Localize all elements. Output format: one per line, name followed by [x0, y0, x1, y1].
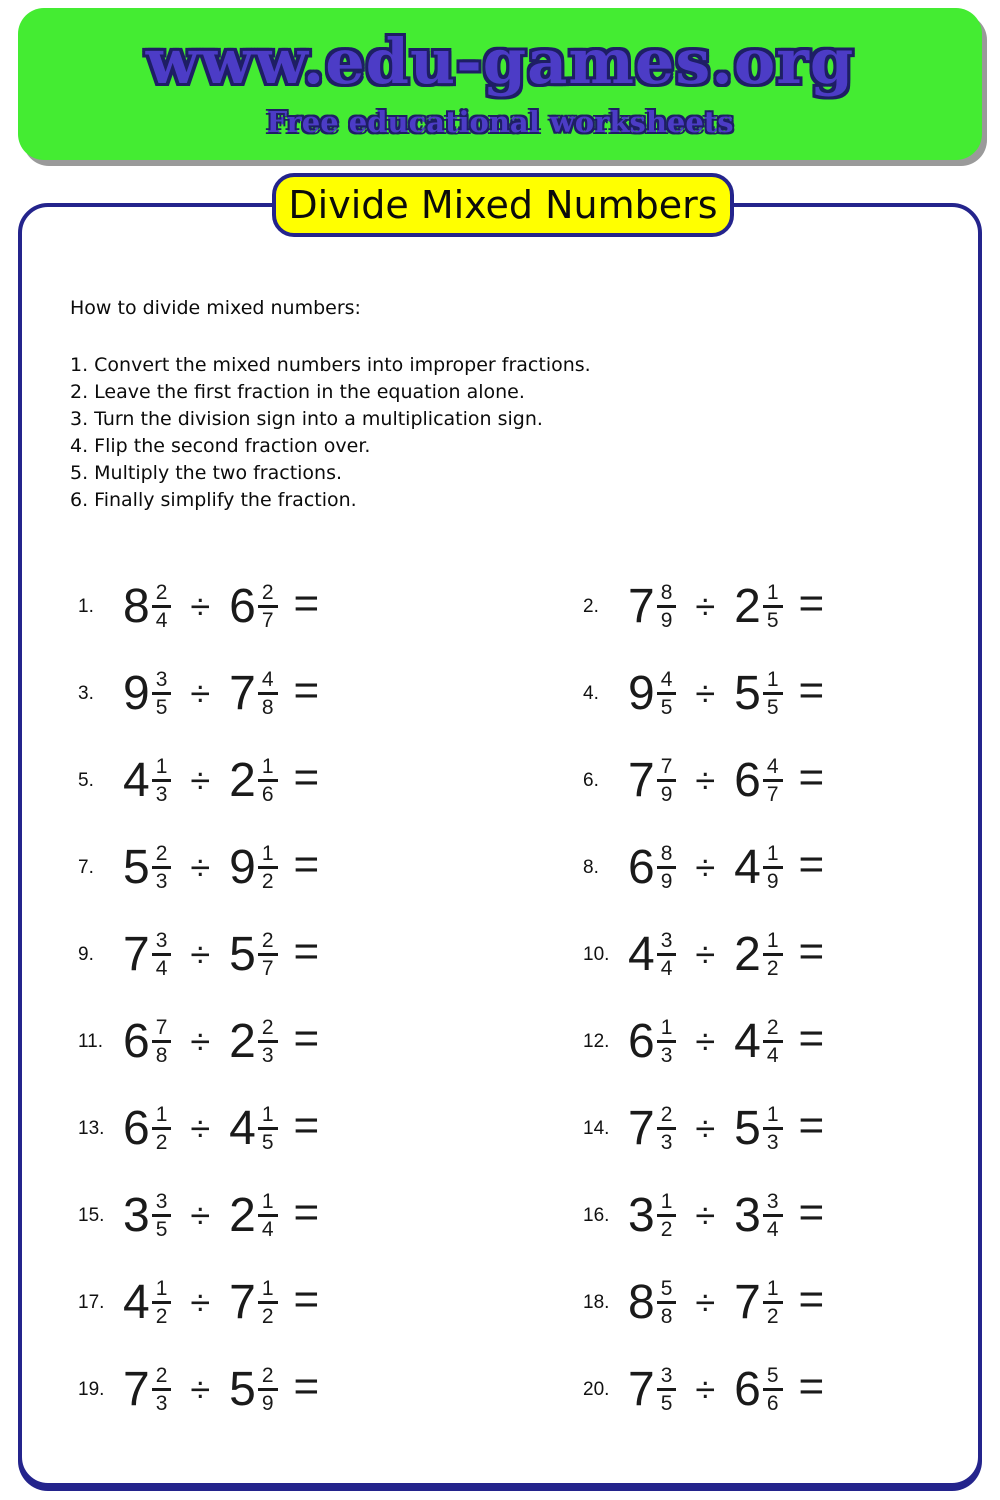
- mixed-number-first: [628, 1188, 676, 1242]
- instruction-step: 1. Convert the mixed numbers into improper fractions.: [70, 354, 591, 376]
- fraction: [763, 1104, 783, 1153]
- division-sign: ÷: [190, 759, 211, 801]
- whole-number: 9: [229, 840, 255, 894]
- problem-number: 7.: [78, 856, 94, 878]
- mixed-number-second: [734, 1188, 782, 1242]
- fraction: [152, 843, 172, 892]
- fraction-numerator: 5: [657, 1278, 677, 1304]
- whole-number: 4: [123, 753, 149, 807]
- equals-sign: =: [798, 1100, 825, 1150]
- whole-number: 4: [734, 840, 760, 894]
- problem-row: [583, 1085, 1000, 1172]
- division-sign: ÷: [695, 1020, 716, 1062]
- whole-number: 5: [229, 927, 255, 981]
- equals-sign: =: [293, 1187, 320, 1237]
- division-sign: ÷: [695, 759, 716, 801]
- fraction-denominator: 9: [660, 870, 673, 893]
- division-sign: ÷: [190, 672, 211, 714]
- mixed-number-second: [229, 1275, 277, 1329]
- fraction-denominator: 2: [766, 1305, 779, 1328]
- problem-number: 20.: [583, 1378, 610, 1400]
- problem-number: 9.: [78, 943, 94, 965]
- instruction-step: 6. Finally simplify the fraction.: [70, 489, 357, 511]
- fraction-denominator: 4: [155, 957, 168, 980]
- fraction: [152, 1191, 172, 1240]
- fraction-denominator: 5: [261, 1131, 274, 1154]
- whole-number: 2: [229, 1014, 255, 1068]
- problem-row: [583, 1172, 1000, 1259]
- fraction-numerator: 3: [763, 1191, 783, 1217]
- mixed-number-second: [229, 1362, 277, 1416]
- fraction: [763, 930, 783, 979]
- equals-sign: =: [293, 1100, 320, 1150]
- fraction-numerator: 7: [657, 756, 677, 782]
- whole-number: 9: [123, 666, 149, 720]
- fraction-denominator: 5: [766, 696, 779, 719]
- equals-sign: =: [293, 578, 320, 628]
- problem-number: 15.: [78, 1204, 105, 1226]
- division-sign: ÷: [190, 933, 211, 975]
- division-sign: ÷: [695, 1107, 716, 1149]
- whole-number: 5: [734, 666, 760, 720]
- fraction: [152, 756, 172, 805]
- fraction-numerator: 1: [657, 1191, 677, 1217]
- division-sign: ÷: [190, 846, 211, 888]
- fraction: [657, 930, 677, 979]
- mixed-number-second: [734, 927, 782, 981]
- fraction-numerator: 1: [258, 1278, 278, 1304]
- fraction-numerator: 2: [258, 582, 278, 608]
- fraction: [258, 669, 278, 718]
- mixed-number-first: [628, 753, 676, 807]
- problem-number: 1.: [78, 595, 94, 617]
- instruction-step: 3. Turn the division sign into a multiplication sign.: [70, 408, 543, 430]
- fraction-denominator: 4: [766, 1044, 779, 1067]
- fraction: [152, 1278, 172, 1327]
- fraction-denominator: 8: [261, 696, 274, 719]
- problem-number: 3.: [78, 682, 94, 704]
- fraction: [657, 1104, 677, 1153]
- whole-number: 6: [123, 1014, 149, 1068]
- fraction-denominator: 5: [766, 609, 779, 632]
- fraction-denominator: 2: [660, 1218, 673, 1241]
- fraction: [258, 1365, 278, 1414]
- mixed-number-first: [123, 1362, 171, 1416]
- fraction: [258, 843, 278, 892]
- mixed-number-second: [229, 1101, 277, 1155]
- whole-number: 4: [628, 927, 654, 981]
- problem-number: 2.: [583, 595, 599, 617]
- problem-row: [583, 1259, 1000, 1346]
- site-title: www.edu-games.org: [145, 25, 855, 99]
- problem-number: 11.: [78, 1030, 104, 1052]
- whole-number: 7: [628, 1362, 654, 1416]
- fraction-numerator: 3: [152, 930, 172, 956]
- fraction-denominator: 3: [155, 783, 168, 806]
- division-sign: ÷: [190, 585, 211, 627]
- mixed-number-second: [734, 753, 782, 807]
- mixed-number-first: [628, 579, 676, 633]
- fraction-denominator: 5: [660, 1392, 673, 1415]
- division-sign: ÷: [190, 1368, 211, 1410]
- whole-number: 6: [628, 1014, 654, 1068]
- fraction-numerator: 2: [763, 1017, 783, 1043]
- fraction-numerator: 1: [763, 1104, 783, 1130]
- problem-row: [78, 1346, 583, 1433]
- fraction-numerator: 2: [258, 1365, 278, 1391]
- whole-number: 6: [734, 753, 760, 807]
- problem-row: [583, 650, 1000, 737]
- fraction: [152, 1017, 172, 1066]
- fraction-numerator: 1: [657, 1017, 677, 1043]
- fraction-denominator: 9: [660, 783, 673, 806]
- mixed-number-first: [628, 666, 676, 720]
- fraction-numerator: 7: [152, 1017, 172, 1043]
- whole-number: 2: [229, 1188, 255, 1242]
- problem-row: [583, 911, 1000, 998]
- mixed-number-second: [229, 753, 277, 807]
- fraction: [258, 1104, 278, 1153]
- instruction-step: 2. Leave the first fraction in the equation alone.: [70, 381, 525, 403]
- fraction-denominator: 7: [261, 609, 274, 632]
- problem-row: [78, 563, 583, 650]
- fraction-denominator: 4: [261, 1218, 274, 1241]
- division-sign: ÷: [695, 1281, 716, 1323]
- problem-row: [78, 650, 583, 737]
- problem-row: [78, 737, 583, 824]
- equals-sign: =: [293, 665, 320, 715]
- division-sign: ÷: [695, 672, 716, 714]
- mixed-number-first: [123, 666, 171, 720]
- fraction-denominator: 6: [261, 783, 274, 806]
- whole-number: 4: [123, 1275, 149, 1329]
- mixed-number-first: [628, 1101, 676, 1155]
- fraction: [763, 1017, 783, 1066]
- fraction: [258, 1278, 278, 1327]
- mixed-number-first: [628, 1014, 676, 1068]
- fraction: [657, 1017, 677, 1066]
- whole-number: 7: [123, 1362, 149, 1416]
- fraction-denominator: 4: [155, 609, 168, 632]
- fraction: [763, 756, 783, 805]
- mixed-number-second: [734, 579, 782, 633]
- fraction: [152, 1365, 172, 1414]
- fraction: [657, 843, 677, 892]
- fraction-numerator: 8: [657, 582, 677, 608]
- whole-number: 8: [123, 579, 149, 633]
- equals-sign: =: [798, 578, 825, 628]
- problem-row: [78, 824, 583, 911]
- mixed-number-second: [229, 840, 277, 894]
- mixed-number-second: [734, 666, 782, 720]
- whole-number: 8: [628, 1275, 654, 1329]
- fraction: [763, 582, 783, 631]
- division-sign: ÷: [190, 1194, 211, 1236]
- fraction-numerator: 5: [763, 1365, 783, 1391]
- equals-sign: =: [798, 839, 825, 889]
- mixed-number-first: [123, 1014, 171, 1068]
- problem-number: 8.: [583, 856, 599, 878]
- whole-number: 6: [229, 579, 255, 633]
- fraction-denominator: 7: [261, 957, 274, 980]
- fraction-numerator: 1: [763, 843, 783, 869]
- site-tagline: Free educational worksheets: [266, 104, 734, 139]
- fraction-denominator: 9: [766, 870, 779, 893]
- fraction-numerator: 3: [657, 930, 677, 956]
- mixed-number-first: [123, 1275, 171, 1329]
- equals-sign: =: [293, 1013, 320, 1063]
- fraction: [657, 1278, 677, 1327]
- problem-number: 5.: [78, 769, 94, 791]
- fraction-denominator: 4: [660, 957, 673, 980]
- fraction-denominator: 9: [660, 609, 673, 632]
- fraction-denominator: 5: [155, 1218, 168, 1241]
- mixed-number-second: [734, 1101, 782, 1155]
- equals-sign: =: [798, 665, 825, 715]
- equals-sign: =: [293, 752, 320, 802]
- problem-number: 14.: [583, 1117, 610, 1139]
- fraction-numerator: 4: [657, 669, 677, 695]
- whole-number: 2: [734, 927, 760, 981]
- equals-sign: =: [293, 926, 320, 976]
- whole-number: 2: [734, 579, 760, 633]
- fraction-numerator: 3: [152, 1191, 172, 1217]
- fraction: [258, 1017, 278, 1066]
- problem-number: 12.: [583, 1030, 610, 1052]
- mixed-number-first: [628, 1362, 676, 1416]
- fraction: [152, 582, 172, 631]
- whole-number: 7: [734, 1275, 760, 1329]
- fraction-numerator: 1: [152, 1278, 172, 1304]
- problem-number: 4.: [583, 682, 599, 704]
- fraction-denominator: 9: [261, 1392, 274, 1415]
- whole-number: 5: [123, 840, 149, 894]
- problem-row: [583, 1346, 1000, 1433]
- division-sign: ÷: [695, 585, 716, 627]
- problem-number: 19.: [78, 1378, 105, 1400]
- fraction-numerator: 1: [258, 756, 278, 782]
- fraction-denominator: 3: [660, 1131, 673, 1154]
- fraction-denominator: 4: [766, 1218, 779, 1241]
- whole-number: 5: [229, 1362, 255, 1416]
- fraction-numerator: 2: [258, 1017, 278, 1043]
- mixed-number-second: [734, 840, 782, 894]
- fraction-denominator: 5: [660, 696, 673, 719]
- equals-sign: =: [798, 1274, 825, 1324]
- fraction: [657, 669, 677, 718]
- equals-sign: =: [798, 1361, 825, 1411]
- whole-number: 7: [628, 753, 654, 807]
- whole-number: 6: [628, 840, 654, 894]
- equals-sign: =: [798, 926, 825, 976]
- fraction-denominator: 8: [155, 1044, 168, 1067]
- equals-sign: =: [293, 839, 320, 889]
- fraction-numerator: 1: [258, 843, 278, 869]
- fraction: [258, 756, 278, 805]
- fraction-numerator: 2: [657, 1104, 677, 1130]
- whole-number: 7: [229, 1275, 255, 1329]
- fraction-numerator: 2: [152, 1365, 172, 1391]
- fraction-numerator: 2: [152, 582, 172, 608]
- fraction: [763, 669, 783, 718]
- fraction: [763, 1191, 783, 1240]
- fraction: [258, 1191, 278, 1240]
- whole-number: 6: [734, 1362, 760, 1416]
- mixed-number-first: [123, 753, 171, 807]
- fraction-denominator: 2: [155, 1131, 168, 1154]
- mixed-number-second: [229, 1014, 277, 1068]
- mixed-number-second: [734, 1362, 782, 1416]
- whole-number: 2: [229, 753, 255, 807]
- fraction-numerator: 3: [657, 1365, 677, 1391]
- mixed-number-first: [123, 840, 171, 894]
- fraction-denominator: 3: [660, 1044, 673, 1067]
- fraction: [258, 582, 278, 631]
- fraction-numerator: 4: [258, 669, 278, 695]
- site-banner: [18, 8, 982, 160]
- problem-row: [78, 911, 583, 998]
- fraction-denominator: 3: [261, 1044, 274, 1067]
- fraction: [657, 756, 677, 805]
- division-sign: ÷: [695, 1368, 716, 1410]
- mixed-number-first: [123, 927, 171, 981]
- fraction-denominator: 2: [261, 1305, 274, 1328]
- worksheet-title: Divide Mixed Numbers: [288, 183, 718, 227]
- instruction-step: 5. Multiply the two fractions.: [70, 462, 343, 484]
- fraction-numerator: 1: [152, 756, 172, 782]
- equals-sign: =: [798, 1187, 825, 1237]
- fraction-denominator: 8: [660, 1305, 673, 1328]
- mixed-number-first: [123, 579, 171, 633]
- whole-number: 7: [628, 1101, 654, 1155]
- fraction-numerator: 1: [152, 1104, 172, 1130]
- worksheet-title-badge: [272, 173, 734, 237]
- fraction-numerator: 1: [763, 1278, 783, 1304]
- fraction-numerator: 8: [657, 843, 677, 869]
- whole-number: 9: [628, 666, 654, 720]
- fraction-denominator: 3: [766, 1131, 779, 1154]
- fraction-denominator: 2: [155, 1305, 168, 1328]
- mixed-number-first: [123, 1188, 171, 1242]
- problem-number: 18.: [583, 1291, 610, 1313]
- mixed-number-second: [734, 1275, 782, 1329]
- fraction: [657, 1191, 677, 1240]
- mixed-number-second: [229, 1188, 277, 1242]
- division-sign: ÷: [190, 1107, 211, 1149]
- problem-row: [583, 563, 1000, 650]
- whole-number: 7: [628, 579, 654, 633]
- problem-row: [78, 1259, 583, 1346]
- problem-row: [78, 1172, 583, 1259]
- whole-number: 4: [229, 1101, 255, 1155]
- fraction: [763, 843, 783, 892]
- division-sign: ÷: [695, 933, 716, 975]
- whole-number: 7: [229, 666, 255, 720]
- whole-number: 4: [734, 1014, 760, 1068]
- fraction-numerator: 1: [258, 1191, 278, 1217]
- fraction-numerator: 1: [763, 669, 783, 695]
- fraction: [152, 930, 172, 979]
- problem-row: [78, 1085, 583, 1172]
- equals-sign: =: [293, 1361, 320, 1411]
- fraction: [763, 1365, 783, 1414]
- fraction-denominator: 3: [155, 870, 168, 893]
- problem-number: 6.: [583, 769, 599, 791]
- fraction: [258, 930, 278, 979]
- fraction: [152, 1104, 172, 1153]
- problem-number: 10.: [583, 943, 610, 965]
- fraction-denominator: 2: [261, 870, 274, 893]
- whole-number: 3: [628, 1188, 654, 1242]
- fraction-denominator: 2: [766, 957, 779, 980]
- whole-number: 7: [123, 927, 149, 981]
- mixed-number-second: [229, 927, 277, 981]
- mixed-number-second: [229, 666, 277, 720]
- fraction-numerator: 2: [152, 843, 172, 869]
- instructions-block: [70, 296, 591, 514]
- fraction: [657, 582, 677, 631]
- fraction-denominator: 7: [766, 783, 779, 806]
- instructions-list: [70, 352, 591, 514]
- fraction: [763, 1278, 783, 1327]
- problem-number: 17.: [78, 1291, 105, 1313]
- fraction-numerator: 1: [258, 1104, 278, 1130]
- fraction-denominator: 3: [155, 1392, 168, 1415]
- instruction-step: 4. Flip the second fraction over.: [70, 435, 371, 457]
- fraction-denominator: 5: [155, 696, 168, 719]
- whole-number: 6: [123, 1101, 149, 1155]
- mixed-number-second: [229, 579, 277, 633]
- mixed-number-first: [628, 927, 676, 981]
- mixed-number-first: [628, 1275, 676, 1329]
- fraction: [152, 669, 172, 718]
- equals-sign: =: [798, 752, 825, 802]
- fraction-numerator: 4: [763, 756, 783, 782]
- mixed-number-first: [628, 840, 676, 894]
- fraction-numerator: 2: [258, 930, 278, 956]
- fraction: [657, 1365, 677, 1414]
- instructions-heading: How to divide mixed numbers:: [70, 297, 361, 319]
- problem-row: [78, 998, 583, 1085]
- fraction-numerator: 3: [152, 669, 172, 695]
- mixed-number-first: [123, 1101, 171, 1155]
- equals-sign: =: [798, 1013, 825, 1063]
- fraction-numerator: 1: [763, 582, 783, 608]
- division-sign: ÷: [190, 1281, 211, 1323]
- fraction-numerator: 1: [763, 930, 783, 956]
- problem-row: [583, 998, 1000, 1085]
- problem-row: [583, 737, 1000, 824]
- division-sign: ÷: [190, 1020, 211, 1062]
- whole-number: 5: [734, 1101, 760, 1155]
- division-sign: ÷: [695, 1194, 716, 1236]
- problem-number: 16.: [583, 1204, 610, 1226]
- problem-row: [583, 824, 1000, 911]
- division-sign: ÷: [695, 846, 716, 888]
- whole-number: 3: [123, 1188, 149, 1242]
- equals-sign: =: [293, 1274, 320, 1324]
- mixed-number-second: [734, 1014, 782, 1068]
- whole-number: 3: [734, 1188, 760, 1242]
- problems-grid: [78, 563, 968, 1433]
- problem-number: 13.: [78, 1117, 105, 1139]
- fraction-denominator: 6: [766, 1392, 779, 1415]
